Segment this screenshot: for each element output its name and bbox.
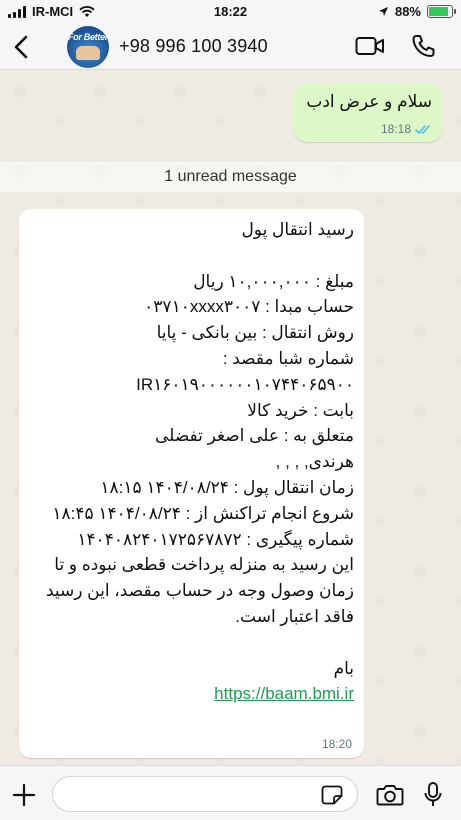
message-line: IR۱۶۰۱۹۰۰۰۰۰۰۱۰۷۴۴۰۶۵۹۰۰ (136, 374, 354, 394)
message-link-line (29, 681, 354, 707)
message-line (29, 630, 354, 656)
message-line: بام (333, 658, 354, 678)
handshake-image (76, 46, 100, 60)
message-line: زمان وصول وجه در حساب مقصد، این رسید (45, 581, 354, 601)
message-line: روش انتقال : بین بانکی - پایا (156, 323, 354, 343)
message-line: حساب مبدا : ۰۳۷۱۰xxxx۳۰۰۷ (144, 297, 354, 317)
message-line: زمان انتقال پول : ۱۴۰۴/۰۸/۲۴ ۱۸:۱۵ (100, 477, 354, 497)
message-line (29, 243, 354, 269)
battery-icon (427, 5, 453, 18)
message-line: این رسید به منزله پرداخت قطعی نبوده و تا (54, 555, 354, 575)
message-line: رسید انتقال پول (241, 220, 354, 239)
composer-bar (0, 765, 461, 820)
avatar-text: For Better (67, 32, 108, 42)
status-bar (0, 0, 461, 24)
battery-percent: 88% (394, 4, 421, 19)
outgoing-message-meta (381, 122, 433, 136)
contact-name[interactable]: +98 996 100 3940 (119, 36, 268, 56)
incoming-message[interactable] (19, 209, 364, 758)
microphone-icon[interactable] (423, 781, 443, 809)
back-arrow-icon[interactable] (10, 33, 34, 61)
message-line: هرندی, , , , (275, 452, 354, 472)
location-arrow-icon (378, 6, 389, 17)
message-input[interactable] (52, 776, 358, 812)
message-line: شروع انجام تراکنش از : ۱۴۰۴/۰۸/۲۴ ۱۸:۴۵ (52, 503, 354, 523)
outgoing-message-time: 18:18 (380, 122, 411, 136)
double-check-icon (415, 124, 433, 135)
message-line: بابت : خرید کالا (247, 400, 354, 420)
plus-icon[interactable] (12, 783, 36, 807)
carrier-label: IR-MCI (32, 4, 74, 19)
bank-link[interactable]: https://baam.bmi.ir (214, 684, 354, 704)
avatar[interactable] (67, 26, 109, 68)
video-call-icon[interactable] (355, 35, 385, 57)
incoming-message-time: 18:20 (321, 737, 352, 751)
camera-icon[interactable] (376, 783, 404, 807)
message-line: شماره پیگیری : ۱۴۰۴۰۸۲۴۰۱۷۲۵۶۷۸۷۲ (77, 529, 354, 549)
outgoing-message-text: سلام و عرض ادب (306, 92, 432, 111)
incoming-message-body (29, 217, 354, 707)
message-line: فاقد اعتبار است. (235, 606, 354, 626)
sticker-icon[interactable] (321, 785, 343, 805)
outgoing-message[interactable] (294, 84, 442, 142)
message-line: شماره شبا مقصد : (222, 348, 354, 368)
status-time: 18:22 (213, 4, 248, 19)
chat-header (0, 24, 461, 70)
chat-area[interactable] (0, 71, 461, 765)
message-line: متعلق به : علی اصغر تفضلی (155, 426, 354, 446)
message-line: مبلغ : ۱۰,۰۰۰,۰۰۰ ریال (193, 271, 354, 291)
phone-call-icon[interactable] (410, 33, 436, 59)
unread-banner: 1 unread message (0, 162, 461, 192)
status-right (378, 4, 453, 19)
